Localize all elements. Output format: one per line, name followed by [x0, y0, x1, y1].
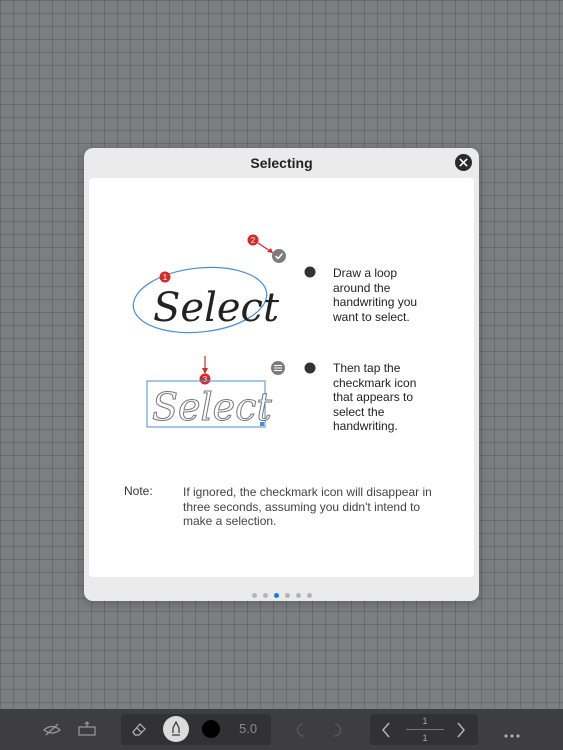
close-button[interactable]: [455, 154, 472, 171]
pen-icon[interactable]: [163, 716, 189, 742]
page-dot[interactable]: [307, 593, 312, 598]
hide-icon[interactable]: [42, 721, 62, 742]
step-2-text: Then tap the checkmark icon that appears to select the handwriting.: [333, 361, 417, 433]
ruler-icon[interactable]: [77, 720, 97, 743]
step-marker-2: [248, 235, 274, 254]
step-marker-3: [200, 356, 211, 385]
page-divider: [406, 729, 444, 730]
next-page-icon[interactable]: [455, 721, 467, 744]
total-pages: 1: [422, 733, 428, 743]
svg-text:2: 2: [250, 236, 256, 245]
prev-page-icon[interactable]: [380, 721, 392, 744]
note-text: If ignored, the checkmark icon will disappear in three seconds, assuming you didn't intend to make a selection.: [183, 485, 432, 528]
color-swatch[interactable]: [202, 720, 220, 738]
page-dot[interactable]: [296, 593, 301, 598]
selected-handwriting: Select: [152, 385, 272, 429]
step-1-text: Draw a loop around the handwriting you want to select.: [333, 266, 418, 324]
menu-icon: [271, 361, 285, 375]
page-dot[interactable]: [285, 593, 290, 598]
undo-icon[interactable]: [293, 721, 309, 744]
page-dot[interactable]: [263, 593, 268, 598]
tutorial-card: [89, 178, 474, 577]
svg-text:1: 1: [162, 273, 168, 282]
page-dot[interactable]: [252, 593, 257, 598]
redo-icon[interactable]: [329, 721, 345, 744]
svg-text:3: 3: [202, 375, 208, 384]
tutorial-dialog: [84, 148, 479, 601]
bullet-2: [305, 363, 316, 374]
current-page: 1: [422, 716, 428, 726]
handwriting-select: Select: [153, 285, 280, 331]
pen-size-value[interactable]: 5.0: [239, 721, 258, 736]
note-label: Note:: [124, 484, 153, 498]
checkmark-icon: [272, 249, 286, 263]
step-marker-1: [160, 272, 171, 283]
dialog-title: Selecting: [250, 155, 313, 171]
eraser-icon[interactable]: [130, 721, 148, 742]
close-icon: [455, 154, 472, 171]
page-dot[interactable]: [274, 593, 279, 598]
more-icon[interactable]: [503, 726, 521, 744]
bullet-1: [305, 267, 316, 278]
bottom-toolbar: [0, 709, 563, 750]
page-indicator[interactable]: [84, 585, 479, 603]
